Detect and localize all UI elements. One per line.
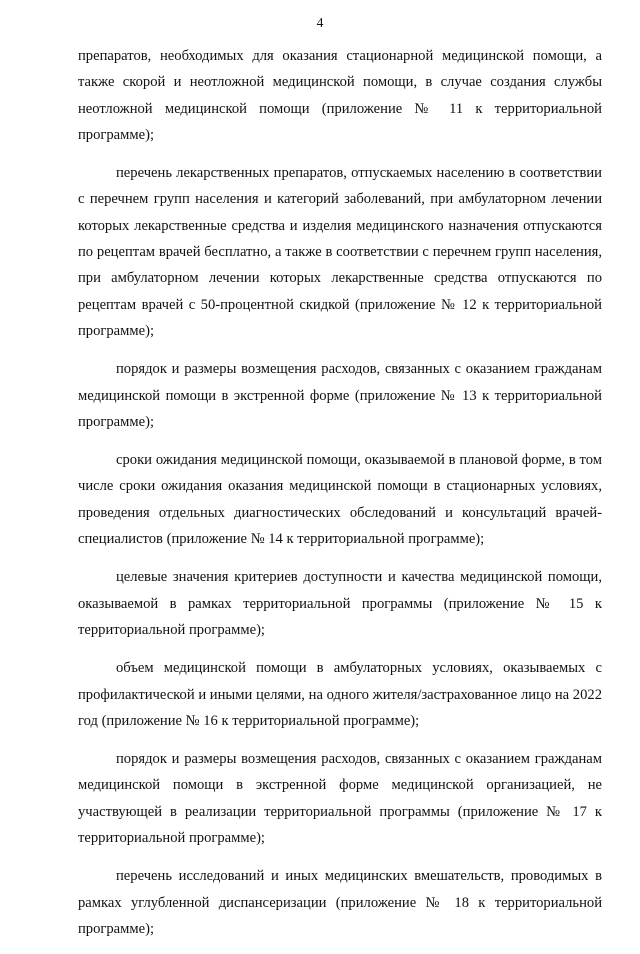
paragraph: целевые значения критериев доступности и качества медицинской помощи, оказываемой в рамках территориальной программы (приложение № 15 к территориальной программе);	[78, 569, 602, 638]
paragraph: перечень исследований и иных медицинских вмешательств, проводимых в рамках углубленной диспансеризации (приложение № 18 к территориальной программе);	[78, 868, 602, 937]
paragraph: перечень лекарственных препаратов, отпускаемых населению в соответствии с перечнем групп населения и категорий заболеваний, при амбулаторном лечении которых лекарственные средства и изделия медицинского назначения отпускаются по рецептам врачей бесплатно, а также в соответствии с перечнем групп населения, при амбулаторном лечении которых лекарственные средства отпускаются по рецептам врачей с 50-процентной скидкой (приложение № 12 к территориальной программе);	[78, 165, 602, 339]
page-number: 4	[316, 15, 324, 30]
paragraph: порядок и размеры возмещения расходов, связанных с оказанием гражданам медицинской помощи в экстренной форме (приложение № 13 к территориальной программе);	[78, 361, 602, 430]
paragraph: порядок и размеры возмещения расходов, связанных с оказанием гражданам медицинской помощи в экстренной форме медицинской организацией, не участвующей в реализации территориальной программы (приложение № 17 к территориальной программе);	[78, 751, 602, 847]
paragraph: сроки ожидания медицинской помощи, оказываемой в плановой форме, в том числе сроки ожидания оказания медицинской помощи в стационарных условиях, проведения отдельных диагностических обследований и консультаций врачей-специалистов (приложение № 14 к территориальной программе);	[78, 452, 602, 548]
paragraph: объем медицинской помощи в амбулаторных условиях, оказываемых с профилактической и иными целями, на одного жителя/застрахованное лицо на 2022 год (приложение № 16 к территориальной программе);	[78, 660, 602, 729]
document-body	[78, 43, 602, 954]
paragraph: препаратов, необходимых для оказания стационарной медицинской помощи, а также скорой и неотложной медицинской помощи, в случае создания службы неотложной медицинской помощи (приложение № 11 к территориальной программе);	[78, 48, 602, 143]
